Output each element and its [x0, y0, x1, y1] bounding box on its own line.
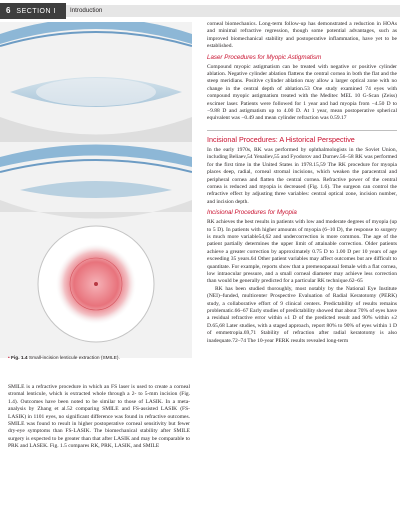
section-label: SECTION I — [16, 8, 56, 15]
lenticule-front-view — [38, 226, 154, 342]
myopia-paragraph-2: RK has been studied thoroughly, most notably by the National Eye Institute (NEI)–funded, multicenter Prospective Evaluation of Radial Keratotomy (PERK) study, a collaborative effort of 9 clinical centers. Predictability of results remains problematic.66–67 Early studies of predictability showed that about 70% of eyes have a residual refractive error within ±1 D of the predicted result and 90% within ±2 D.65,68 Later studies, with a staged approach, report 80% to 90% of eyes within 1 D of emmetropia.69,71 Stability of refraction after radial keratotomy is also inadequate.72–74 The 10-year PERK results revealed long-term — [207, 285, 397, 344]
caption-label: Fig. 1.4 — [11, 356, 28, 361]
page-number: 6 — [6, 6, 11, 15]
heading-incisional-myopia: Incisional Procedures for Myopia — [207, 209, 297, 217]
intro-paragraph: corneal biomechanics. Long-term follow-up has demonstrated a reduction in HOAs and minimal refractive regression, though some potential advantages, such as improved biomechanical stability and postoperative inflammation, have yet to be established. — [207, 21, 397, 50]
left-paragraph: SMILE is a refractive procedure in which an FS laser is used to create a corneal stromal lenticule, which is extracted whole through a 2- to 5-mm incision (Fig. 1.4). Outcomes have been noted to be similar to those of LASIK. In a meta-analysis by Zhang et al.52 comparing SMILE and FS-assisted LASIK (FS-LASIK) in 1101 eyes, no significant difference was found in refractive outcomes. SMILE was found to result in higher postoperative corneal sensitivity but fewer dry-eye symptoms than FS-LASIK. The biomechanical stability after SMILE surgery is expected to be greater than that after LASIK and may be comparable to PRK and LASEK. Fig. 1.5 compares RK, PRK, LASIK, and SMILE — [8, 384, 190, 450]
myopia-paragraph-1: RK achieves the best results in patients with low and moderate degrees of myopia (up to 5 D). In patients with higher amounts of myopia (6–10 D), the response to surgery is much more variable54,62 and undercorrection is more common. The age of the patient partially determines the upper limit of attainable correction. Older patients achieve a greater correction by approximately 0.75 D to 1.00 D per 10 years of age exceeding 35 years.64 Other patient variables may affect outcomes but are difficult to quantitate. For example, reports show that a premenopausal female with a flat cornea, low intraocular pressure, and a small corneal diameter may achieve less correction than would be generally predicted for a particular RK technique.62–65 — [207, 219, 397, 285]
caption-bullet: • — [8, 356, 10, 361]
figure-illustration — [0, 22, 192, 358]
eye-cross-section-middle — [0, 145, 192, 219]
eye-cross-section-top — [0, 22, 192, 142]
heading-historical-perspective: Incisional Procedures: A Historical Perspective — [207, 130, 397, 144]
page-number-block — [0, 3, 66, 19]
smile-figure — [0, 22, 192, 358]
page-header — [0, 0, 400, 20]
left-column — [8, 384, 190, 451]
section-gap — [207, 123, 397, 128]
right-column — [207, 21, 397, 345]
astigmatism-paragraph: Compound myopic astigmatism can be treated with negative or positive cylinder ablation. Negative cylinder ablation flattens the central cornea in both the flat and the steep meridians. Positive cylinder ablation may allow a larger optical zone with no change in the central depth of ablation.53 One study examined 74 eyes with compound myopic astigmatism treated with the Meditec MEL 10 G-Scan (Zeiss) excimer laser. Patients were followed for 1 year and had myopia from −4.50 D to −9.88 D and astigmatism up to 4.00 D. At 1 year, mean postoperative spherical equivalent was −0.49 and mean cylinder refraction was 0.59.17 — [207, 63, 397, 122]
caption-text: Small-incision lenticule extraction (SMILE). — [28, 356, 120, 361]
heading-myopic-astigmatism: Laser Procedures for Myopic Astigmatism — [207, 53, 322, 61]
figure-caption — [8, 356, 188, 362]
chapter-title: Introduction — [70, 7, 103, 14]
historical-paragraph: In the early 1970s, RK was performed by ophthalmologists in the Soviet Union, including Beliaev,54 Yenaliev,55 and Fyodorov and Durnev.56–58 RK was performed for the first time in the United States in 1978.15,59 The RK procedure for myopia places deep, radial, corneal stromal incisions, which weaken the paracentral and peripheral cornea and flatten the central cornea. Refractive power of the central cornea is reduced and myopia is decreased (Fig. 1.6). The surgeon can control the refractive effect by adjusting three variables: central optical zone, incision number, and incision depth. — [207, 146, 397, 205]
